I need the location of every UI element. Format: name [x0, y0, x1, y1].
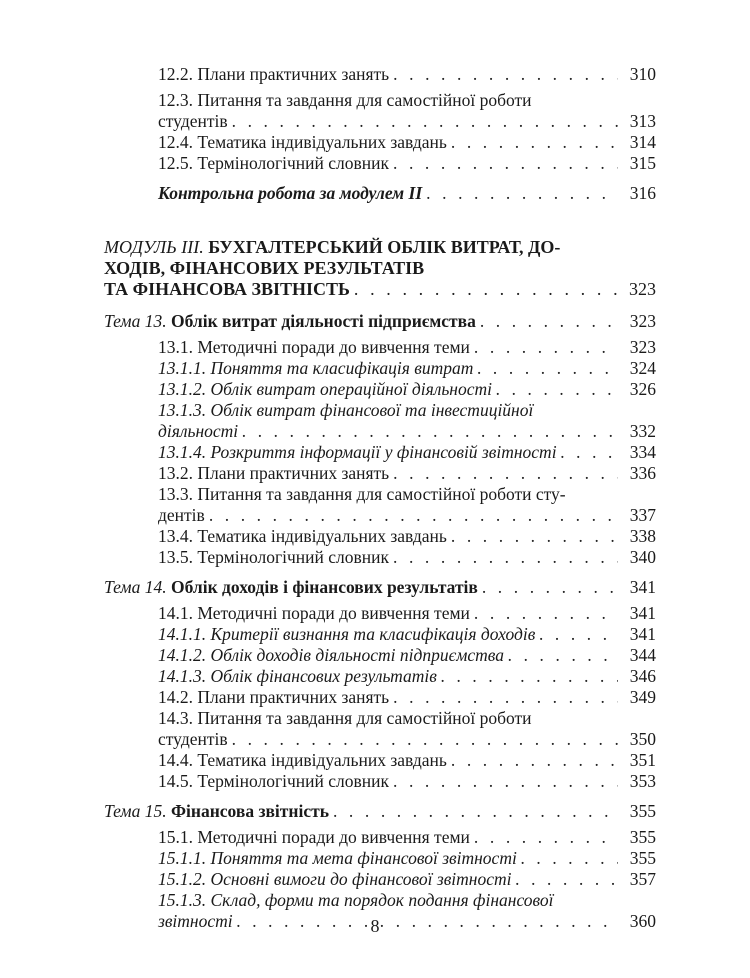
toc-page-number: 316 — [629, 183, 656, 203]
module-title-continued: ХОДІВ, ФІНАНСОВИХ РЕЗУЛЬТАТІВ — [104, 258, 425, 278]
toc-page-number: 324 — [629, 358, 656, 378]
toc-entry-topic-14 — [104, 577, 656, 598]
toc-entry-label-continued: студентів — [158, 729, 228, 749]
toc-entry-13-3 — [158, 484, 656, 526]
toc-page-number: 349 — [629, 687, 656, 707]
toc-entry-13-1-1 — [158, 358, 656, 379]
dot-leader — [393, 463, 618, 484]
dot-leader — [474, 827, 618, 848]
toc-page-number: 338 — [629, 526, 656, 546]
toc-page-number: 337 — [629, 505, 656, 525]
toc-page-number: 355 — [629, 827, 656, 847]
dot-leader — [516, 869, 618, 890]
toc-page-number: 315 — [629, 153, 656, 173]
dot-leader — [426, 183, 618, 204]
dot-leader — [393, 153, 618, 174]
toc-entry-14-1-3 — [158, 666, 656, 687]
dot-leader — [496, 379, 618, 400]
toc-entry-label: 14.4. Тематика індивідуальних завдань — [158, 750, 447, 770]
toc-page-number: 341 — [629, 577, 656, 597]
dot-leader — [232, 111, 618, 132]
toc-entry-label: Контрольна робота за модулем ІІ — [158, 183, 423, 203]
topic-title: Тема 13. Облік витрат діяльності підприємства — [104, 311, 476, 331]
toc-entry-label: 12.3. Питання та завдання для самостійної роботи — [158, 90, 532, 110]
toc-entry-label: 13.2. Плани практичних занять — [158, 463, 390, 483]
toc-entry-12-4 — [158, 132, 656, 153]
topic-title: Тема 15. Фінансова звітність — [104, 801, 329, 821]
toc-entry-12-2 — [158, 64, 656, 85]
toc-entry-control-work — [158, 183, 656, 204]
toc-entry-label: 14.5. Термінологічний словник — [158, 771, 390, 791]
toc-page-number: 310 — [629, 64, 656, 84]
page-number: 8 — [370, 916, 380, 936]
toc-entry-topic-13 — [104, 311, 656, 332]
dot-leader — [477, 358, 618, 379]
toc-entry-14-2 — [158, 687, 656, 708]
toc-page-number: 313 — [629, 111, 656, 131]
toc-entry-label: 13.1.4. Розкриття інформації у фінансовій звітності — [158, 442, 557, 462]
dot-leader — [508, 645, 618, 666]
toc-entry-label: 15.1. Методичні поради до вивчення теми — [158, 827, 470, 847]
toc-entry-label: 13.1.3. Облік витрат фінансової та інвестиційної — [158, 400, 534, 420]
toc-page-number: 341 — [629, 624, 656, 644]
toc-page-number: 350 — [629, 729, 656, 749]
dot-leader — [451, 750, 618, 771]
toc-entry-label: 13.5. Термінологічний словник — [158, 547, 390, 567]
toc-entry-label: 14.1.1. Критерії визнання та класифікація доходів — [158, 624, 536, 644]
toc-page-number: 323 — [629, 337, 656, 357]
module-title-continued: ТА ФІНАНСОВА ЗВІТНІСТЬ — [104, 279, 350, 299]
toc-entry-label: 13.1.1. Поняття та класифікація витрат — [158, 358, 474, 378]
dot-leader — [482, 577, 618, 598]
toc-page-number: 360 — [629, 911, 656, 931]
toc-entry-label: 15.1.1. Поняття та мета фінансової звітності — [158, 848, 517, 868]
toc-entry-13-1-2 — [158, 379, 656, 400]
toc-entry-13-1-3 — [158, 400, 656, 442]
dot-leader — [451, 132, 618, 153]
toc-page-number: 314 — [629, 132, 656, 152]
dot-leader — [354, 279, 618, 300]
dot-leader — [474, 603, 618, 624]
toc-page-number: 355 — [629, 848, 656, 868]
toc-entry-14-1-1 — [158, 624, 656, 645]
toc-entry-label: 13.4. Тематика індивідуальних завдань — [158, 526, 447, 546]
dot-leader — [209, 505, 618, 526]
toc-page-number: 346 — [629, 666, 656, 686]
dot-leader — [539, 624, 618, 645]
toc-page-number: 332 — [629, 421, 656, 441]
toc-entry-14-1 — [158, 603, 656, 624]
toc-entry-14-1-2 — [158, 645, 656, 666]
toc-page-number: 351 — [629, 750, 656, 770]
toc-entry-15-1-2 — [158, 869, 656, 890]
toc-page-number: 323 — [629, 279, 656, 299]
toc-entry-label: 12.5. Термінологічний словник — [158, 153, 390, 173]
dot-leader — [561, 442, 618, 463]
dot-leader — [333, 801, 618, 822]
toc-entry-12-3 — [158, 90, 656, 132]
toc-entry-label-continued: діяльності — [158, 421, 239, 441]
toc-entry-12-5 — [158, 153, 656, 174]
toc-entry-label: 14.3. Питання та завдання для самостійної роботи — [158, 708, 532, 728]
toc-entry-label: 14.1. Методичні поради до вивчення теми — [158, 603, 470, 623]
toc-entry-module-3 — [104, 237, 656, 300]
toc-entry-label-continued: дентів — [158, 505, 205, 525]
toc-entry-14-4 — [158, 750, 656, 771]
toc-page-number: 340 — [629, 547, 656, 567]
toc-page-number: 344 — [629, 645, 656, 665]
toc-entry-label-continued: студентів — [158, 111, 228, 131]
toc-entry-15-1 — [158, 827, 656, 848]
toc-page-number: 336 — [629, 463, 656, 483]
toc-entry-label: 12.4. Тематика індивідуальних завдань — [158, 132, 447, 152]
module-title: МОДУЛЬ ІІІ. БУХГАЛТЕРСЬКИЙ ОБЛІК ВИТРАТ, ДО- — [104, 237, 561, 257]
toc-entry-13-1-4 — [158, 442, 656, 463]
toc-entry-label: 14.2. Плани практичних занять — [158, 687, 390, 707]
topic-title: Тема 14. Облік доходів і фінансових результатів — [104, 577, 478, 597]
dot-leader — [451, 526, 618, 547]
dot-leader — [393, 64, 618, 85]
toc-entry-label: 14.1.3. Облік фінансових результатів — [158, 666, 437, 686]
toc-entry-label: 13.1.2. Облік витрат операційної діяльності — [158, 379, 492, 399]
dot-leader — [232, 729, 618, 750]
toc-entry-label-continued: звітності — [158, 911, 233, 931]
dot-leader — [393, 771, 618, 792]
dot-leader — [480, 311, 618, 332]
toc-entry-13-1 — [158, 337, 656, 358]
dot-leader — [393, 547, 618, 568]
toc-entry-13-4 — [158, 526, 656, 547]
dot-leader — [474, 337, 618, 358]
toc-page-number: 341 — [629, 603, 656, 623]
dot-leader — [441, 666, 618, 687]
toc-entry-label: 13.1. Методичні поради до вивчення теми — [158, 337, 470, 357]
toc-entry-topic-15 — [104, 801, 656, 822]
toc-entry-13-5 — [158, 547, 656, 568]
toc-entry-13-2 — [158, 463, 656, 484]
toc-page-number: 353 — [629, 771, 656, 791]
toc-page-number: 334 — [629, 442, 656, 462]
toc-entry-label: 14.1.2. Облік доходів діяльності підприємства — [158, 645, 505, 665]
toc-page-number: 323 — [629, 311, 656, 331]
toc-entry-15-1-1 — [158, 848, 656, 869]
toc-entry-14-3 — [158, 708, 656, 750]
toc-page-number: 357 — [629, 869, 656, 889]
dot-leader — [242, 421, 618, 442]
toc-entry-label: 12.2. Плани практичних занять — [158, 64, 390, 84]
dot-leader — [393, 687, 618, 708]
toc-entry-label: 15.1.2. Основні вимоги до фінансової звітності — [158, 869, 512, 889]
dot-leader — [521, 848, 618, 869]
toc-page-number: 326 — [629, 379, 656, 399]
toc-entry-label: 13.3. Питання та завдання для самостійної роботи сту- — [158, 484, 566, 504]
toc-page-number: 355 — [629, 801, 656, 821]
toc-entry-14-5 — [158, 771, 656, 792]
toc-entry-label: 15.1.3. Склад, форми та порядок подання фінансової — [158, 890, 554, 910]
